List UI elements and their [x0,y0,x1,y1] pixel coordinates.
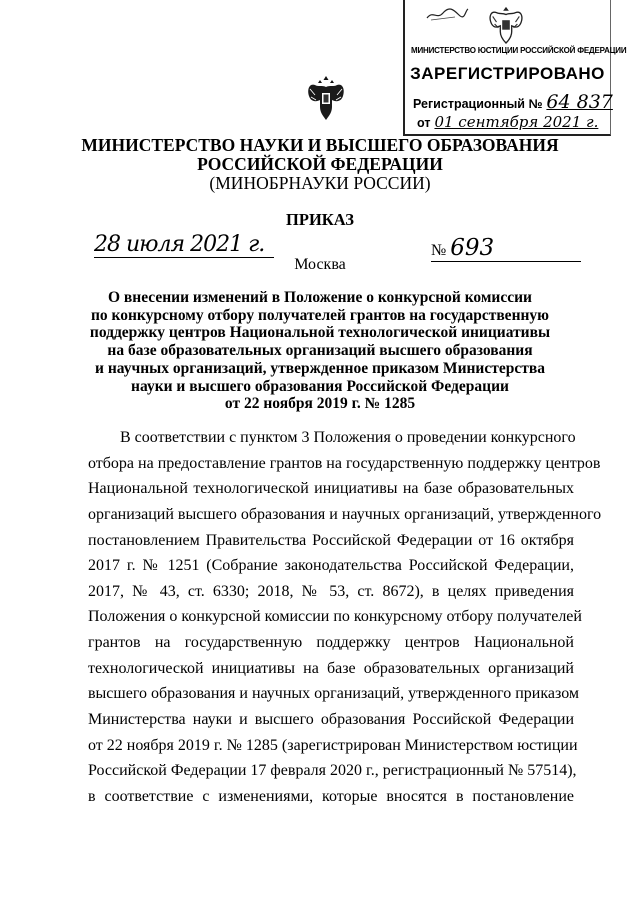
body-line: В соответствии с пунктом 3 Положения о проведении конкурсного [120,429,576,446]
body-paragraph [88,425,602,810]
order-number-sign: № [431,242,447,259]
stamp-date-handwritten: 01 сентября 2021 г. [434,113,599,131]
body-line: 2017 г. № 1251 (Собрание законодательства Российской Федерации, [88,557,574,575]
subject-line: и научных организаций, утвержденное приказом Министерства [95,359,545,377]
order-city: Москва [294,256,346,273]
stamp-reg-label: Регистрационный № [413,97,543,111]
body-line: в соответствие с изменениями, которые вносятся в постановление [88,787,574,805]
signature-scribble-icon [425,6,469,22]
subject-line: науки и высшего образования Российской Федерации [131,377,509,395]
order-subject [60,289,580,413]
body-line: технологической инициативы на базе образовательных организаций [88,659,574,677]
coat-of-arms-small-icon [487,3,525,45]
body-line: от 22 ноября 2019 г. № 1285 (зарегистрирован Министерством юстиции [88,736,578,754]
body-line: высшего образования и научных организаций, утвержденного приказом [88,685,580,703]
subject-line: по конкурсному отбору получателей грантов на государственную [90,306,550,324]
ministry-header [0,136,640,193]
subject-line: от 22 ноября 2019 г. № 1285 [224,395,416,413]
stamp-reg-number-handwritten: 64 837 [546,91,613,113]
stamp-registered-label: ЗАРЕГИСТРИРОВАНО [410,64,605,83]
registration-stamp [403,0,627,136]
body-line: отбора на предоставление грантов на государственную поддержку центров [88,454,601,472]
stamp-date-label: от [417,116,431,130]
subject-line: поддержку центров Национальной технологической инициативы [89,324,551,342]
body-line: 2017, № 43, ст. 6330; 2018, № 53, ст. 8672), в целях приведения [88,582,574,600]
order-date-handwritten: 28 июля 2021 г. [94,232,274,258]
subject-line: О внесении изменений в Положение о конкурсной комиссии [108,289,532,306]
order-number-handwritten: 693 [450,235,495,261]
header-line-2: РОССИЙСКОЙ ФЕДЕРАЦИИ [197,154,443,174]
header-line-3: (МИНОБРНАУКИ РОССИИ) [209,173,431,193]
body-line: грантов на государственную поддержку центров Национальной [88,634,574,652]
subject-line: на базе образовательных организаций высшего образования [107,342,533,360]
stamp-ministry-name: МИНИСТЕРСТВО ЮСТИЦИИ РОССИЙСКОЙ ФЕДЕРАЦИИ [411,46,627,55]
stamp-registration-date [417,113,598,131]
body-line: Национальной технологической инициативы на базе образовательных [88,480,574,498]
body-line: организаций высшего образования и научных организаций, утвержденного [88,505,602,523]
coat-of-arms-icon [306,74,346,122]
body-line: Положения о конкурсной комиссии по конкурсному отбору получателей [88,608,582,626]
order-title: ПРИКАЗ [286,210,354,229]
stamp-registration-number [413,91,613,113]
body-line: Министерства науки и высшего образования Российской Федерации [88,711,574,729]
header-line-1: МИНИСТЕРСТВО НАУКИ И ВЫСШЕГО ОБРАЗОВАНИЯ [81,135,559,155]
body-line: постановлением Правительства Российской Федерации от 16 октября [88,531,574,549]
body-line: Российской Федерации 17 февраля 2020 г., регистрационный № 57514), [88,762,577,780]
